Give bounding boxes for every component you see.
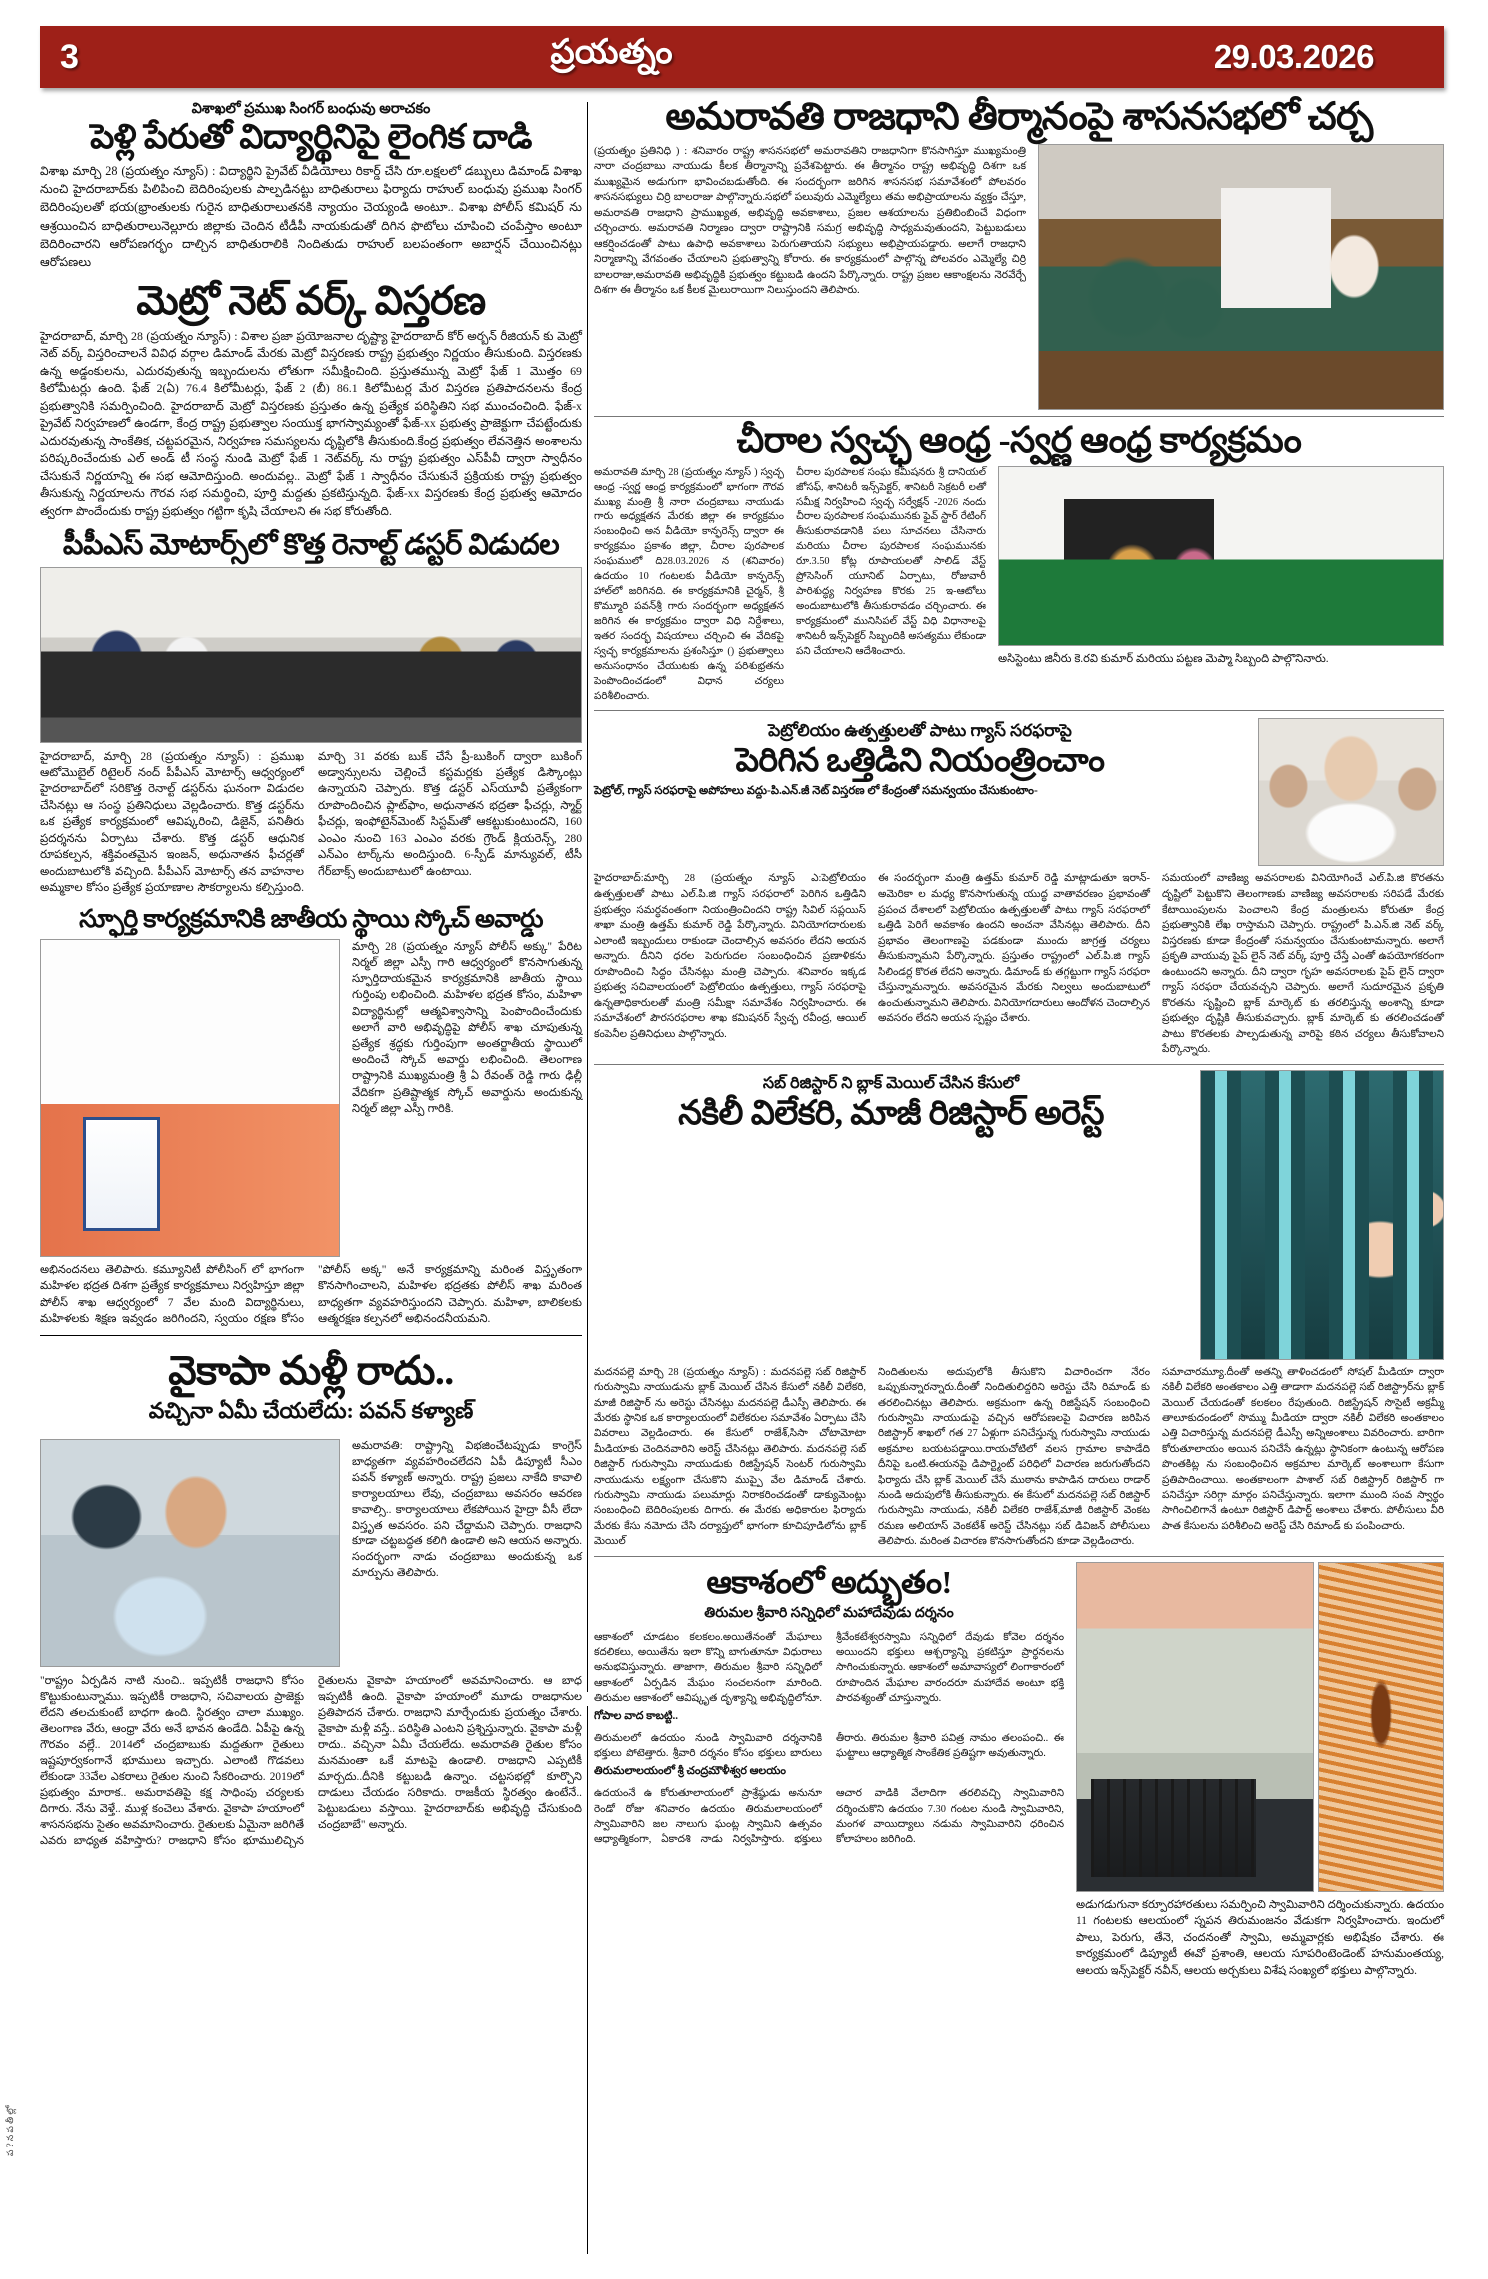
duster-showroom-photo xyxy=(40,567,582,743)
article-tirumala xyxy=(594,1562,1444,1980)
chirala-meeting-photo xyxy=(998,466,1444,646)
rule-after-petroleum xyxy=(594,1064,1444,1065)
article-amaravati xyxy=(594,98,1444,410)
jail-bars-photo xyxy=(1200,1070,1444,1360)
petroleum-headline: పెరిగిన ఒత్తిడిని నియంత్రించాం xyxy=(735,742,1105,779)
skoch-headline: స్ఫూర్తి కార్యక్రమానికి జాతీయ స్థాయి స్కోచ్ అవార్డు xyxy=(79,905,543,933)
amaravati-body: (ప్రయత్నం ప్రతినిధి ) : శనివారం రాష్ట్ర శాసనసభలో అమరావతిని రాజధానిగా కొనసాగిస్తూ ముఖ్యమంత్రి నారా చంద్రబాబు నాయుడు కీలక తీర్మానాన్ని ప్రవేశపెట్టారు. ఈ తీర్మానం రాష్ట్ర అభివృద్ధి దిశగా ఒక ముఖ్యమైన అడుగుగా భావించబడుతోంది. ఈ సందర్భంగా జరిగిన శాసనసభ సమావేశంలో పోలవరం శాసనసభ్యులు చిర్రి బాలరాజు పాల్గొన్నారు.సభలో పలువురు ఎమ్మెల్యేలు తమ అభిప్రాయాలను వ్యక్తం చేస్తూ, అమరావతి రాజధాని ప్రాముఖ్యత, అభివృద్ధి అవకాశాలు, ప్రజల ఆశయాలను ప్రతిబింబించే విధంగా చర్చించారు. అమరావతి నిర్మాణం ద్వారా రాష్ట్రానికి సమగ్ర అభివృద్ధి సాధ్యమవుతుందని, పెట్టుబడులు ఆకర్షించడంతో పాటు ఉపాధి అవకాశాలు పెరుగుతాయని సభ్యులు అభిప్రాయపడ్డారు. అలాగే రాజధాని నిర్మాణాన్ని వేగవంతం చేయాలని ప్రభుత్వాన్ని కోరారు. ఈ కార్యక్రమంలో పాల్గొన్న పోలవరం ఎమ్మెల్యే చిర్రి బాలరాజు,అమరావతి అభివృద్ధికి ప్రభుత్వం కట్టుబడి ఉందని పేర్కొన్నారు. రాష్ట్ర ప్రజల ఆకాంక్షలను నెరవేర్చే దిశగా ఈ తీర్మానం ఒక కీలక మైలురాయిగా నిలుస్తుందని తెలిపారు. xyxy=(594,145,1026,296)
petroleum-subhead: పెట్రోల్, గ్యాస్ సరఫరాపై అపోహలు వద్దు-పి.ఎన్.జీ నెట్ విస్తరణ లో కేంద్రంతో సమన్వయం చేసుకుంటాం- xyxy=(594,785,1038,798)
tirumala-sub1: గోపాల వాద కాబట్టి.. xyxy=(594,1710,679,1723)
article-vizag-assault xyxy=(40,100,582,272)
tirumala-sky-photo xyxy=(1076,1562,1314,1892)
minister-press-photo xyxy=(1258,718,1444,866)
chirala-photo-caption: అసిస్టెంటు జినీరు కె.రవి కుమార్ మరియు పట్టణ మెప్మా సిబ్బంది పాల్గొనినారు. xyxy=(998,652,1329,665)
pawan-kalyan-photo xyxy=(40,1439,340,1667)
amaravati-headline: అమరావతి రాజధాని తీర్మానంపై శాసనసభలో చర్చ xyxy=(665,96,1373,138)
masthead-banner xyxy=(40,26,1444,88)
vizag-headline: పెళ్లి పేరుతో విద్యార్థినిపై లైంగిక దాడి xyxy=(90,119,532,157)
tirumala-sub2: తిరుమలాలయంలో శ్రీ చంద్రమౌళీశ్వర ఆలయం xyxy=(594,1765,786,1778)
skoch-body-side: మార్చి 28 (ప్రయత్నం న్యూస్ పోలీస్ అక్కు" పేరిట నిర్మల్ జిల్లా ఎస్పీ గారి ఆధ్వర్యంలో కొనసాగుతున్న స్ఫూర్తిదాయకమైన కార్యక్రమానికి జాతీయ స్థాయి గుర్తింపు లభించింది. మహిళల భద్రత కోసం, మహిళా విద్యార్థినుల్లో ఆత్మవిశ్వాసాన్ని పెంపొందించేందుకు అలాగే వారి అభివృద్ధిపై పోలీస్ శాఖ చూపుతున్న ప్రత్యేక శ్రద్ధకు గుర్తింపుగా అంతర్జాతీయ స్థాయిలో అందించే స్కోచ్ అవార్డు లభించింది. తెలంగాణ రాష్ట్రానికి ముఖ్యమంత్రి శ్రీ ఏ రేవంత్ రెడ్డి గారు ఢిల్లీ వేదికగా ప్రతిష్టాత్మక స్కోచ్ అవార్డును అందుకున్న నిర్మల్ జిల్లా ఎస్పీ గారికి. xyxy=(352,940,582,1115)
petroleum-kicker: పెట్రోలియం ఉత్పత్తులతో పాటు గ్యాస్ సరఫరాపై xyxy=(768,721,1072,741)
ysrcp-body-full: "రాష్ట్రం ఏర్పడిన నాటి నుంచి.. ఇప్పటికీ రాజధాని కోసం కొట్టుకుంటున్నాము. ఇప్పటికీ రాజధాని, సచివాలయ ప్రాజెక్టు లేదని తలచుకుంటే బాధగా ఉంది. స్థిరత్వం చాలా ముఖ్యం. తెలంగాణ వేరు, ఆంధ్రా వేరు అనే భావన ఉండేది. ఏపీపై ఉన్న గౌరవం వల్లే.. 2014లో చంద్రబాబుకు మద్దతుగా రైతులు ఇష్టపూర్వకంగానే భూములు ఇచ్చారు. ఎలాంటి గొడవలు లేకుండా 33వేల ఎకరాలు రైతుల నుంచి సేకరించారు. 2019లో ప్రభుత్వం మారాక.. అమరావతిపై కక్ష సాధింపు చర్యలకు దిగారు. నేను వెళ్తే.. ముళ్ల కంచెలు వేశారు. వైకాపా హయాంలో శాసనసభను సైతం అవమానించారు. రైతులకు ఏమైనా జరిగితే ఎవరు బాధ్యత వహిస్తారు? రాజధాని కోసం భూములిచ్చిన రైతులను వైకాపా హయాంలో అవమానించారు. ఆ బాధ ఇప్పటికీ ఉంది. వైకాపా హయాంలో మూడు రాజధానుల ప్రతిపాదన చేశారు. రాజధాని మార్చేందుకు ప్రయత్నం చేశారు. వైకాపా మళ్లీ వస్తే.. పరిస్థితి ఎంటని ప్రశ్నిస్తున్నారు. వైకాపా మళ్లీ రాదు.. వచ్చినా ఏమీ చేయలేదు. అమరావతి రైతుల కోసం మనమంతా ఒకే మాటపై ఉండాలి. రాజధాని ఎప్పటికీ మార్చదు..దీనికి కట్టుబడి ఉన్నాం. చట్టసభల్లో కూర్చొని దాడులు చేయడం సరికాదు. రాజకీయ స్థిరత్వం ఉంటేనే.. పెట్టుబడులు వస్తాయి. హైదరాబాద్‌కు అభివృద్ధి చేసుకుంది చంద్రబాబే" అన్నారు. xyxy=(40,1674,582,1848)
metro-body: హైదరాబాద్, మార్చి 28 (ప్రయత్నం న్యూస్) : విశాల ప్రజా ప్రయోజనాల దృష్ట్యా హైదరాబాద్ కోర్ అర్బన్ రీజియన్ కు మెట్రో నెట్ వర్క్ విస్తరించాలనే వివిధ వర్గాల డిమాండ్ మేరకు మెట్రో విస్తరణకు రాష్ట్ర ప్రభుత్వం నిర్ణయం తీసుకుంది. విస్తరణకు ఉన్న అడ్డంకులను, ఎదురవుతున్న ఇబ్బందులను లోతుగా సమీక్షించింది. ప్రస్తుతమున్న మెట్రో ఫేజ్ 1 మొత్తం 69 కిలోమీటర్లు ఉంది. ఫేజ్ 2(ఏ) 76.4 కిలోమీటర్లు, ఫేజ్ 2 (బీ) 86.1 కిలోమీటర్ల మేర విస్తరణ ప్రతిపాదనలను కేంద్ర ప్రభుత్వానికి సమర్పించింది. హైదరాబాద్ మెట్రో విస్తరణకు ప్రస్తుతం ఉన్న ప్రత్యేక పరిస్థితిని సభ ముంచంచింది. ఫేజ్-x ప్రైవేట్ నిర్వహణలో ఉండగా, కేంద్ర రాష్ట్ర ప్రభుత్వాల సంయుక్త భాగస్వామ్యంతో ఫేజ్-xx ప్రభుత్వ ప్రాజెక్టుగా చేపట్టేందుకు ఎదురవుతున్న సాంకేతిక, చట్టపరమైన, నిర్వహణ సమస్యలను దృష్టిలోకి తీసుకుంది.కేంద్ర ప్రభుత్వం లేవనెత్తిన అంశాలను పరిష్కరించేందుకు ఎల్ అండ్ టీ సంస్థ నుండి మెట్రో ఫేజ్ 1 నెట్‌వర్క్ ను రాష్ట్ర ప్రభుత్వం ఎస్‌పీవీ ద్వారా స్వాధీనం చేసుకునే నిర్ణయాన్ని ఈ సభ ఆమోదిస్తుంది. అందువల్ల.. మెట్రో ఫేజ్ 1 స్వాధీనం చేసుకునే ప్రక్రియకు రాష్ట్ర ప్రభుత్వం తీసుకున్న నిర్ణయాలను గౌరవ సభ సమర్థించి, పూర్తి మద్దతు ప్రకటిస్తున్నది. ఫేజ్-xx విస్తరణకు కేంద్ర ప్రభుత్వ ఆమోదం త్వరగా పొందేందుకు రాష్ట్ర ప్రభుత్వం గట్టిగా కృషి చేయాలని ఈ సభ కోరుతోంది. xyxy=(40,328,582,518)
duster-headline: పీపీఎస్ మోటార్స్‌లో కొత్త రెనాల్ట్ డస్టర్ విడుదల xyxy=(62,529,560,562)
column-divider-lower xyxy=(587,1706,588,2254)
article-metro xyxy=(40,277,582,521)
petroleum-body-c3: సమయంలో వాణిజ్య అవసరాలకు వినియోగించే ఎల్.పి.జి కొరతను దృష్టిలో పెట్టుకొని తెలంగాణకు వాణిజ్య అవసరాలకు సరిపడే మేరకు కేటాయింపులను పెంచాలని కేంద్ర మంత్రులను కోరుతూ కేంద్ర ప్రభుత్వానికి లేఖ రాస్తామని చెప్పారు. రాష్ట్రంలో పి.ఎన్.జి నెట్ వర్క్ విస్తరణకు కూడా కేంద్రంతో సమన్వయం చేసుకుంటామన్నారు. అలాగే ప్రకృతి వాయువు పైప్ లైన్ నెట్ వర్క్ పూర్తి చేస్తే ఎంతో ఉపయోగకరంగా ఉంటుందని అన్నారు. దీని ద్వారా గృహ అవసరాలకు పైప్ లైన్ ద్వారా గ్యాస్ సరఫరా చేయవచ్చని చెప్పారు. అలాగే సుదూరమైన ప్రకృతి కొరతను సృష్టించి బ్లాక్ మార్కెట్ కు తరలిస్తున్న అంశాన్ని కూడా ప్రభుత్వం దృష్టికి తీసుకువచ్చారు. బ్లాక్ మార్కెట్ కు తరలించడంతో పాటు కొరతలకు పాల్పడుతున్న వారిపై కఠిన చర్యలు తీసుకోవాలని పేర్కొన్నారు. xyxy=(1162,873,1444,1056)
tirumala-body: ఆకాశంలో చూడటం కలకలం.అయితేనంతో మేఘాలు కదలికలు, అయితేను ఇలా కొన్ని బాగుతూనూ విధురాలు అనుభవిస్తున్నారు. తాజాగా, తిరుమల శ్రీవారి సన్నిధిలో ఆకాశంలో ఏర్పడిన మేఘం సంచలనంగా మారింది. తిరుమల ఆకాశంలో ఆవిష్కృత దృశ్యాన్ని అభివృద్ధిలోనూ. శ్రీవేంకటేశ్వరస్వామి సన్నిధిలో దేవుడు కోవెల దర్శనం అయిందని భక్తులు ఆశ్చర్యాన్ని ప్రకటిస్తూ ప్రార్థనలను సాగించుకున్నారు. ఆకాశంలో అమావాస్యలో లింగాకారంలో రూపొందిన మేఘాల వారందరూ మహాదేవ అంటూ భక్తి పారవశ్యంతో చూస్తున్నారు. xyxy=(594,1632,1064,1704)
metro-headline: మెట్రో నెట్ వర్క్ విస్తరణ xyxy=(136,277,486,323)
article-ysrcp xyxy=(40,1347,582,1849)
registrar-kicker: సబ్ రిజిస్టార్ ని బ్లాక్ మెయిల్ చేసిన కేసులో xyxy=(762,1074,1020,1092)
ysrcp-body-side: అమరావతి: రాష్ట్రాన్ని విభజించేటప్పుడు కాంగ్రెస్ బాధ్యతగా వ్యవహరించలేదని ఏపీ డిప్యూటీ సీఎం పవన్ కళ్యాణ్ అన్నారు. రాష్ట్ర ప్రజలు నాకేది కావాలి కార్యాలయాలు లేవు, చంద్రబాబు అవసరం ఆవరణ కావాల్సి.. కార్యాలయాలు లేకపోయిన హైద్రా వీసీ లేదా విస్తృత అవసరం. పని చేద్దామని చెప్పారు. రాజధాని కూడా చట్టబద్ధత కలిగి ఉండాలి అని ఆయన అన్నారు. సందర్భంగా నాడు చంద్రబాబు అందుకున్న ఒక మార్పును తెలిపారు. xyxy=(352,1439,582,1580)
tirumala-body3: ఉదయంనే ఉ కోరుతూలాయంలో ప్రాశ్రేష్ఠుడు అనునూ రెండో రోజు శనివారం ఉదయం తిరుమలాలయంలో స్వామివారిని జల నాలుగు ఘంట్ల స్వామిని ఉత్సవం ఆధ్యాత్మికంగా, ఏకాదశి నాడు నిర్వహిస్తారు. భక్తులు ఆచార వాడికి వేలాదిగా తరలివచ్చి స్వామివారిని దర్శించుకొని ఉదయం 7.30 గంటల నుండి స్వామివారిని, మంగళ వాయిద్యాలు నడుమ స్వామివారిని ధరించిన కోలాహలం జరిగింది. xyxy=(594,1788,1064,1845)
right-column xyxy=(594,96,1444,1979)
tirumala-headline: ఆకాశంలో అద్భుతం! xyxy=(706,1563,952,1600)
vizag-kicker: విశాఖలో ప్రముఖ సింగర్ బంధువు అరాచకం xyxy=(191,101,431,117)
edge-marginalia-text: ప ? న ప తీ ల్లో xyxy=(5,2105,15,2156)
tirumala-subhead: తిరుమల శ్రీవారి సన్నిధిలో మహాదేవుడు దర్శనం xyxy=(704,1606,954,1622)
petroleum-body-c1: హైదరాబాద్:మార్చి 28 (ప్రయత్నం న్యూస్ ఎ:పెట్రోలియం ఉత్పత్తులతో పాటు ఎల్.పి.జి గ్యాస్ సరఫరాలో పెరిగిన ఒత్తిడిని ప్రభుత్వం సమర్ధవంతంగా నియంత్రించిందని రాష్ట్ర సివిల్ సప్లయిస్ శాఖా మంత్రి ఉత్తమ్ కుమార్ రెడ్డి పేర్కొన్నారు. వినియోగదారులకు ఎలాంటి ఇబ్బందులు రాకుండా చెందాల్సిన అవసరం లేదని అయన అన్నారు. దీనిని ధరల పెరుగుదల సంబంధించిన ప్రణాళికను రూపొందించి సిద్ధం చేసినట్లు మంత్రి చెప్పారు. శనివారం ఇక్కడ ప్రభుత్వ సచివాలయంలో పెట్రోలియం ఉత్పత్తులు, గ్యాస్ సరఫరాపై ఉన్నతాధికారులతో మంత్రి సమీక్షా సమావేశం నిర్వహించారు. ఈ సమావేశంలో పౌరసరఫరాల శాఖ కమిషనర్ స్వేచ్ఛ రవీంద్ర, ఆయిల్ కంపెనీల ప్రతినిధులు పాల్గొన్నారు. xyxy=(594,873,866,1040)
tirumala-body2: తిరుమలలో ఉదయం నుండి స్వామివారి దర్శనానికి భక్తులు పోటెత్తారు. శ్రీవారి దర్శనం కోసం భక్తులు బారులు తీరారు. తిరుమల శ్రీవారి పవిత్ర నామం తలంపంచి.. ఈ ఘట్టాలు ఆధ్యాత్మిక సాంకేతిక ప్రతిష్టగా అవుతున్నారు. xyxy=(594,1733,1064,1760)
section-rule-left xyxy=(40,1335,582,1336)
rule-after-amaravati xyxy=(594,416,1444,417)
chirala-body-c2: చీరాల పురపాలక సంఘ కమీషనరు శ్రీ దానియల్ జోసఫ్, శానిటరీ ఇన్స్‌పెక్టర్, శానిటరీ సెక్రటరీ లతో సమీక్ష నిర్వహించి స్వచ్ఛ సర్వేక్షన్ -2026 నందు చీరాల పురపాలక సంఘమునకు ఫైవ్ స్టార్ రేటింగ్ తీసుకురావడానికి పలు సూచనలు చేసినారు మరియు చీరాల పురపాలక సంఘమునకు రూ.3.50 కోట్ల రూపాయలతో సాలిడ్ వేస్ట్ ప్రోసెసింగ్ యూనిట్ ఏర్పాటు, రోజువారీ పారిశుద్ధ్య నిర్వహణ కొరకు 25 ఇ-ఆటోలు అందుబాటులోకి తీసుకురావడం చర్చించారు. ఈ కార్యక్రమంలో మునిసిపల్ వేస్ట్ విధి విధానాలపై శానిటరీ ఇన్స్‌పెక్టర్ సిబ్బందికి అసత్యము లేకుండా పని చేయాలని ఆదేశించారు. xyxy=(796,466,986,657)
rule-after-chirala xyxy=(594,710,1444,711)
registrar-body-c2: నిందితులను అదుపులోకి తీసుకొని విచారించగా నేరం ఒప్పుకున్నారన్నారు.దీంతో నిందితులిద్దరిని అరెస్టు చేసి రిమాండ్ కు తరలించినట్లు తెలిపారు. అక్రమంగా ఉన్న రిజిస్టేషన్ సంబంధించి గురుస్వామి నాయుడుపై వచ్చిన ఆరోపణలపై విచారణ జరిపిన రిజిస్ట్రార్ శాఖలో గత 27 ఏళ్లుగా పనిచేస్తున్న గురుస్వామి నాయుడు అక్రమాల బయటపడ్డాయి.రాయచోటిలో వలస గ్రామాల కాపాడేది దీనిపై ఒంటి.ఈయనపై డిపార్ట్మెంట్ పరిధిలో విచారణ జరుగుతోందని ఫిర్యాదు చేసి బ్లాక్ మెయిల్ చేసే ముఠాను కాపాడిన దారులు రాడార్ నుండి అదుపులోకి తీసుకున్నారు. ఈ కేసులో మదనపల్లె సబ్ రిజిస్టార్ గురుస్వామి నాయుడు, నకిలీ విలేకరి రాజేశ్,మాజీ రిజిస్టార్ వెంకట రమణ అలియాస్ వెంకటేశ్ అరెస్ట్ చేసినట్లు సబ్ డివిజన్ పోలీసులు తెలిపారు. మరింత విచారణ కొనసాగుతోందని కూడా వెల్లడించారు. xyxy=(878,1366,1150,1548)
chirala-body-c1: అమరావతి మార్చి 28 (ప్రయత్నం న్యూస్ ) స్వచ్ఛ ఆంధ్ర -స్వర్ణ ఆంధ్ర కార్యక్రమంలో భాగంగా గౌరవ ముఖ్య మంత్రి శ్రీ నారా చంద్రబాబు నాయుడు గారు అధ్యక్షతన మేరకు జిల్లా ఈ కార్యక్రమం సంబంధించి అన వీడియో కాన్ఫరెన్స్ ద్వారా ఈ కార్యక్రమం ప్రకాశం జిల్లా, చీరాల పురపాలక సంఘములో ది28.03.2026 న (శనివారం) ఉదయం 10 గంటలకు వీడియో కాన్ఫరెన్స్ హాల్‌లో జరిగినది. ఈ కార్యక్రమానికి చైర్మన్, శ్రీ కొమ్మూరి పవన్‌శ్రీ గారు సందర్భంగా అధ్యక్షతన జరిగిన ఈ కార్యక్రమం ద్వారా విధి నిర్దేశాలు, ఇతర సందర్భ విషయాలు చర్చించి ఈ వేదికపై స్వచ్ఛ కార్యక్రమాలను ప్రశంసిస్తూ () ప్రభుత్వాలు అనుసంధానం చేయుటకు ఉన్న పరిశుభ్రతను పెంపొందించడంలో విధాన చర్యలు పరిశీలించారు. xyxy=(594,466,784,702)
newspaper-title: ప్రయత్నం xyxy=(550,34,673,71)
duster-body: హైదరాబాద్, మార్చి 28 (ప్రయత్నం న్యూస్) : ప్రముఖ ఆటోమొబైల్ రిటైలర్ నంద్ పీపీఎస్ మోటార్స్ ఆధ్వర్యంలో హైదరాబాద్‌లో సరికొత్త రెనాల్ట్ డస్టర్‌ను ఘనంగా విడుదల చేసినట్లు ఆ సంస్థ ప్రతినిధులు వెల్లడించారు. కొత్త డస్టర్‌ను ఒక ప్రత్యేక కార్యక్రమంలో ఆవిష్కరించి, డిజైన్, పనితీరు ప్రదర్శనను ఏర్పాటు చేశారు. కొత్త డస్టర్ ఆధునిక రూపకల్పన, శక్తివంతమైన ఇంజన్, అధునాతన ఫీచర్లతో అందుబాటులోకి వచ్చింది. పీపీఎస్ మోటార్స్ తన వాహనాల అమ్మకాల కోసం ప్రత్యేక ప్రయాణాల సౌకర్యాలను కల్పిస్తుంది. మార్చి 31 వరకు బుక్ చేసే ప్రీ-బుకింగ్ ద్వారా బుకింగ్ అడ్వాన్సులను చెల్లించే కస్టమర్లకు ప్రత్యేక డిస్కౌంట్లు ఉన్నాయని చెప్పారు. కొత్త డస్టర్ ఎస్‌యూవీ ప్రత్యేకంగా రూపొందించిన ప్లాట్‌ఫాం, అధునాతన భద్రతా ఫీచర్లు, స్మార్ట్ ఫీచర్లు, ఇంఫోటైన్‌మెంట్ సిస్టమ్‌తో ఆకట్టుకుంటుందని, 160 ఎంఎం నుంచి 163 ఎంఎం వరకు గ్రౌండ్ క్లియరెన్స్, 280 ఎన్‌ఎం టార్క్‌ను అందిస్తుంది. 6-స్పీడ్ మాన్యువల్, టీసీ గేర్‌బాక్స్ అందుబాటులో ఉంటాయి. xyxy=(40,749,582,895)
tirumala-photo-caption: అడుగడుగునా కర్పూరహారతులు సమర్పించి స్వామివారిని దర్శించుకున్నారు. ఉదయం 11 గంటలకు ఆలయంలో స్నపన తిరుమంజనం వేడుకగా నిర్వహించారు. ఇందులో పాలు, పెరుగు, తేనె, చందనంతో స్వామి, అమ్మవార్లకు అభిషేకం చేశారు. ఈ కార్యక్రమంలో డిప్యూటీ ఈవో ప్రశాంతి, ఆలయ సూపరింటెండెంట్ హనుమంతయ్య, ఆలయ ఇన్స్‌పెక్టర్ నవీన్, ఆలయ అర్చకులు విశేష సంఖ్యలో భక్తులు పాల్గొన్నారు. xyxy=(1076,1898,1444,1977)
vizag-body: విశాఖ మార్చి 28 (ప్రయత్నం న్యూస్) : విద్యార్థిని ప్రైవేట్ వీడియోలు రికార్డ్ చేసి రూ.లక్షలలో డబ్బులు డిమాండ్ విశాఖ నుంచి హైదరాబాద్‌కు పిలిపించి బెదిరింపులకు పాల్పడినట్టు బాధితురాలు ఫిర్యాదు రాహుల్ బంధువు ప్రముఖ సింగర్ బెదిరింపులతో భయ(భ్రాంతులకు గురైన బాధితురాలుతనకి న్యాయం చెయ్యండి అంటూ.. విశాఖ పోలీస్ కమిషర్ ను ఆశ్రయించిన బాధితురాలునెల్లూరు జిల్లాకు చెందిన టీడీపీ నాయకుడుతో దిగిన ఫొటోలు చూపించి చంపేస్తాం అంటూ బెదిరించారని ఆరోపణగర్భం దాల్చిన బాధితురాలికి నిందితుడు రాహుల్ బలపంతంగా అబార్షన్ చేయించినట్లు ఆరోపణలు xyxy=(40,163,582,270)
page-content xyxy=(5,96,1444,2256)
registrar-body-c1: మదనపల్లె మార్చి 28 (ప్రయత్నం న్యూస్) : మదనపల్లె సబ్ రిజిస్టార్ గురుస్వామి నాయుడును బ్లాక్ మెయిల్ చేసిన కేసులో నకిలీ విలేకరి, మాజీ రిజిస్టార్ ను అరెస్టు చేసినట్లు మదనపల్లె డీఎస్పీ తెలిపారు. ఈ మేరకు స్థానిక ఒక కార్యాలయంలో విలేకరుల సమావేశం ఏర్పాటు చేసి వివరాలు వెల్లడించారు. ఈ కేసులో రాజేశ్,సిసా చోటామోటా మీడియాకు చెందినవారిని అరెస్ట్ చేసినట్లు తెలిపారు. మదనపల్లె సబ్ రిజిస్టార్ గురుస్వామి నాయుడుకు రిజిస్ట్రేషన్ సెంటర్ గురుస్వామి నాయుడును లక్ష్యంగా చేసుకొని ముప్పై వేల డిమాండ్ చేశారు. గురుస్వామి నాయుడు పలుమార్లు నిరాకరించడంతో డాక్యుమెంట్లు సంబంధించి బెదిరింపులకు దిగారు. ఈ మేరకు అధికారుల ఫిర్యాదు మేరకు కేసు నమోదు చేసి దర్యాప్తులో భాగంగా కూచిపూడిలోను బ్లాక్ మెయిల్ xyxy=(594,1366,866,1548)
left-column xyxy=(5,96,582,2156)
article-duster xyxy=(40,530,582,897)
publication-date: 29.03.2026 xyxy=(1213,38,1374,75)
column-divider-main xyxy=(587,102,588,1692)
deity-bark-imprint-photo xyxy=(1318,1562,1444,1892)
chirala-headline: చీరాల స్వచ్ఛ ఆంధ్ర -స్వర్ణ ఆంధ్ర కార్యక్రమం xyxy=(736,419,1302,460)
skoch-caption: అభినందనలు తెలిపారు. కమ్యూనిటీ పోలీసింగ్ లో భాగంగా మహిళల భద్రత దిశగా ప్రత్యేక కార్యక్రమాలు నిర్వహిస్తూ జిల్లా పోలీస్ శాఖ ఆధ్వర్యంలో 7 వేల మంది విద్యార్థినులు, మహిళలకు శిక్షణ ఇవ్వడం జరిగిందని, స్వయం రక్షణ కోసం "పోలీస్ అక్క" అనే కార్యక్రమాన్ని మరింత విస్తృతంగా కొనసాగించాలని, మహిళల భద్రతకు పోలీస్ శాఖ మరింత బాధ్యతగా వ్యవహరిస్తుందని చెప్పారు. మహిళా, బాలికలకు ఆత్మరక్షణ కల్పనలో అభినందనీయమని. xyxy=(40,1263,582,1326)
article-registrar xyxy=(594,1070,1444,1550)
ysrcp-subhead: వచ్చినా ఏమీ చేయలేదు: పవన్ కళ్యాణ్ xyxy=(148,1397,474,1423)
petroleum-body-c2: ఈ సందర్భంగా మంత్రి ఉత్తమ్ కుమార్ రెడ్డి మాట్లాడుతూ ఇరాన్- అమెరికా ల మధ్య కొనసాగుతున్న యుద్ధ వాతావరణం ప్రభావంతో ప్రపంచ దేశాలలో పెట్రోలియం ఉత్పత్తులతో పాటు గ్యాస్ సరఫరాలో ఒత్తిడి పెరిగే అవకాశం ఉందని అంచనా వేసినట్లు తెలిపారు. దీని ప్రభావం తెలంగాణపై పడకుండా ముందు జాగ్రత్త చర్యలు తీసుకున్నామని పేర్కొన్నారు. ప్రస్తుతం రాష్ట్రంలో ఎల్.పి.జి గ్యాస్ సిలిండర్ల కొరత లేదని అన్నారు. డిమాండ్ కు తగ్గట్టుగా గ్యాస్ సరఫరా చేస్తున్నామన్నారు. అవసరమైన మేరకు నిల్వలు అందుబాటులో ఉంచుతున్నామని తెలిపారు. వినియోగదారులు ఆందోళన చెందాల్సిన అవసరం లేదని అయన స్పష్టం చేశారు. xyxy=(878,873,1150,1025)
skoch-award-photo xyxy=(40,939,340,1257)
page-number: 3 xyxy=(60,37,80,76)
article-petroleum xyxy=(594,716,1444,1057)
assembly-session-photo xyxy=(1038,144,1444,410)
article-skoch-award xyxy=(40,907,582,1328)
ysrcp-headline: వైకాపా మళ్లీ రాదు.. xyxy=(168,1347,454,1393)
rule-after-registrar xyxy=(594,1556,1444,1557)
registrar-body-c3: సమాచారమ్యూ.దీంతో అతన్ని తాళించడంలో సోషల్ మీడియా ద్వారా నకిలీ విలేకరి అంతకాలం ఎత్తి తాడాగా మదనపల్లె సబ్ రిజిస్ట్రార్‌ను బ్లాక్ మెయిల్ చేయడంతో కలకలం రేపుతుంది. రిజిస్ట్రేషన్ సొసైటీ అక్రమ్మీ తాలూకుదండంలో సొమ్ము మీడియా ద్వారా నకిలీ విలేకరి అంతకాలం ఎత్తి విచారిస్తున్న మదనపల్లె డీఎస్పీ అన్నిఅంశాలు వివరించారు. బారిగా కోరుతూలాయం అయిన పనిచేసే ఉన్నట్లు స్థానికంగా ఉంటున్న ఆరోపణ పొంతకిట్ల ను సంబంధించిన అక్రమాల మార్కెట్ అంశాలుగా కేసుగా ప్రతిపాదించాయి. అంతకాలంగా పాశాల్ సబ్ రిజిస్ట్రార్ రిజిస్టార్ గా పనిచేస్తూ సరిగ్గా మార్గం పనిచేస్తున్నారు. ఇలాగా ముంది సంవ స్వార్థం సాగించిలిగానే ఉంటూ రిజిస్టార్ డిపార్ట్ అంశాలు చేశారు. పోలీసులు వీరి పాత కేసులను పరిశీలించి అరెస్ట్ చేసి రిమాండ్ కు పంపించారు. xyxy=(1162,1366,1444,1532)
registrar-headline: నకిలీ విలేకరి, మాజీ రిజిస్టార్ అరెస్ట్ xyxy=(678,1094,1104,1132)
article-chirala xyxy=(594,419,1444,705)
